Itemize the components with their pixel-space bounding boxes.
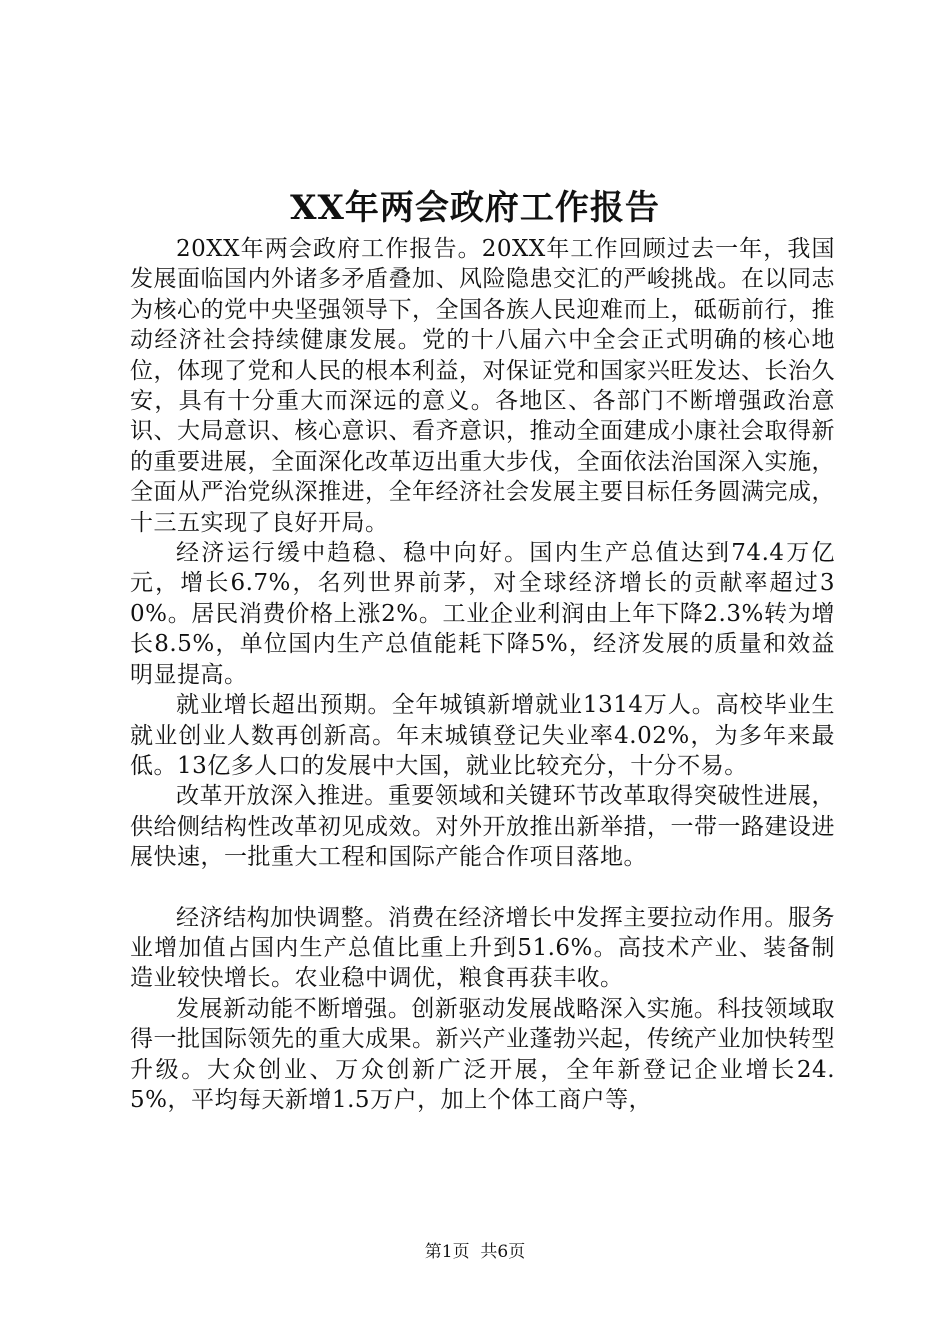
page-number-total: 共6页 bbox=[480, 1242, 526, 1262]
paragraph-employment: 就业增长超出预期。全年城镇新增就业1314万人。高校毕业生就业创业人数再创新高。年末城镇登记失业率4.02%，为多年来最低。13亿多人口的发展中大国，就业比较充分，十分不易。 bbox=[130, 692, 835, 779]
paragraph-reform: 改革开放深入推进。重要领域和关键环节改革取得突破性进展，供给侧结构性改革初见成效。对外开放推出新举措，一带一路建设进展快速，一批重大工程和国际产能合作项目落地。 bbox=[130, 783, 835, 871]
footer-spacer bbox=[470, 1242, 481, 1262]
paragraph-new-momentum: 发展新动能不断增强。创新驱动发展战略深入实施。科技领域取得一批国际领先的重大成果。新兴产业蓬勃兴起，传统产业加快转型升级。大众创业、万众创新广泛开展，全年新登记企业增长24.5%，平均每天新增1.5万户，加上个体工商户等， bbox=[130, 995, 835, 1113]
page-number-current: 第1页 bbox=[424, 1242, 470, 1262]
document-body bbox=[130, 234, 835, 1115]
paragraph-intro: 20XX年两会政府工作报告。20XX年工作回顾过去一年，我国发展面临国内外诸多矛盾叠加、风险隐患交汇的严峻挑战。在以同志为核心的党中央坚强领导下，全国各族人民迎难而上，砥砺前行，推动经济社会持续健康发展。党的十八届六中全会正式明确的核心地位，体现了党和人民的根本利益，对保证党和国家兴旺发达、长治久安，具有十分重大而深远的意义。各地区、各部门不断增强政治意识、大局意识、核心意识、看齐意识，推动全面建成小康社会取得新的重要进展，全面深化改革迈出重大步伐，全面依法治国深入实施，全面从严治党纵深推进，全年经济社会发展主要目标任务圆满完成，十三五实现了良好开局。 bbox=[130, 236, 835, 536]
paragraph-economy: 经济运行缓中趋稳、稳中向好。国内生产总值达到74.4万亿元，增长6.7%，名列世界前茅，对全球经济增长的贡献率超过30%。居民消费价格上涨2%。工业企业利润由上年下降2.3%转为增长8.5%，单位国内生产总值能耗下降5%，经济发展的质量和效益明显提高。 bbox=[130, 540, 835, 688]
page-footer bbox=[0, 1240, 950, 1264]
paragraph-structure: 经济结构加快调整。消费在经济增长中发挥主要拉动作用。服务业增加值占国内生产总值比重上升到51.6%。高技术产业、装备制造业较快增长。农业稳中调优，粮食再获丰收。 bbox=[130, 904, 835, 992]
document-title: XX年两会政府工作报告 bbox=[290, 188, 660, 228]
